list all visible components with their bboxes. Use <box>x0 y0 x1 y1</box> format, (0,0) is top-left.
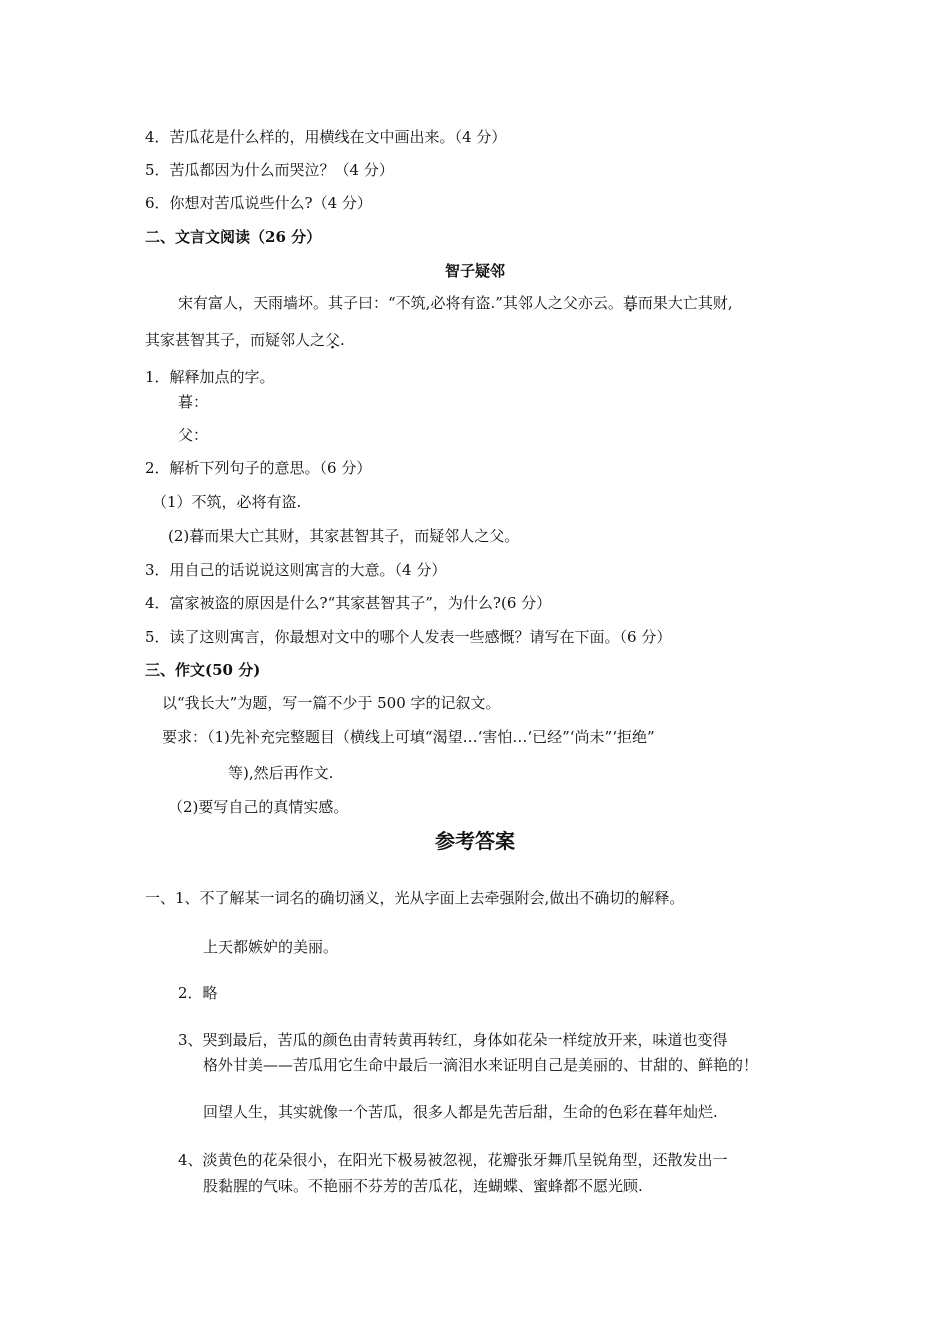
answer-3-line-3: 回望人生，其实就像一个苦瓜，很多人都是先苦后甜，生命的色彩在暮年灿烂. <box>203 1103 718 1121</box>
essay-requirement-1: 要求：（1)先补充完整题目（横线上可填“渴望…‘害怕…‘已经”‘尚未”‘拒绝” <box>162 728 655 746</box>
question-3: 3．用自己的话说说这则寓言的大意。（4 分） <box>145 561 447 579</box>
passage-line-1: 宋有富人，天雨墙坏。其子曰：“不筑,必将有盗.”其邻人之父亦云。暮而果大亡其财, <box>178 294 733 312</box>
question-5-classical: 5．读了这则寓言，你最想对文中的哪个人发表一些感慨？请写在下面。（6 分） <box>145 628 672 646</box>
essay-prompt: 以“我长大”为题，写一篇不少于 500 字的记叙文。 <box>162 694 501 712</box>
question-2-item-2: (2)暮而果大亡其财，其家甚智其子，而疑邻人之父。 <box>168 527 520 545</box>
answer-2: 2．略 <box>178 984 218 1002</box>
section-heading-classical: 二、文言文阅读（26 分） <box>145 228 322 246</box>
dotted-char-mu: 暮 <box>622 294 638 312</box>
question-4-classical: 4．富家被盗的原因是什么?“其家甚智其子”，为什么?(6 分） <box>145 594 552 612</box>
essay-requirement-1-cont: 等),然后再作文. <box>228 764 334 782</box>
question-5: 5．苦瓜都因为什么而哭泣？（4 分） <box>145 161 394 179</box>
question-6: 6．你想对苦瓜说些什么?（4 分） <box>145 194 372 212</box>
answer-blank-fu: 父： <box>178 426 209 444</box>
dotted-char-fu: 父 <box>325 331 341 349</box>
passage-title: 智子疑邻 <box>444 262 505 280</box>
answer-1-b: 上天都嫉妒的美丽。 <box>203 938 339 956</box>
question-4: 4．苦瓜花是什么样的，用横线在文中画出来。（4 分） <box>145 128 507 146</box>
answer-1: 一、1、不了解某一词名的确切涵义，光从字面上去牵强附会,做出不确切的解释。 <box>145 889 685 907</box>
answer-3-line-2: 格外甘美——苦瓜用它生命中最后一滴泪水来证明自己是美丽的、甘甜的、鲜艳的！ <box>203 1056 759 1074</box>
question-1: 1．解释加点的字。 <box>145 368 275 386</box>
question-2: 2．解析下列句子的意思。（6 分） <box>145 459 372 477</box>
passage-line-2: 其家甚智其子，而疑邻人之父. <box>145 331 345 349</box>
answer-3-line-1: 3、哭到最后，苦瓜的颜色由青转黄再转红，身体如花朵一样绽放开来，味道也变得 <box>178 1031 728 1049</box>
answer-4-line-2: 股黏腥的气味。不艳丽不芬芳的苦瓜花，连蝴蝶、蜜蜂都不愿光顾. <box>203 1177 643 1195</box>
answer-4-line-1: 4、淡黄色的花朵很小，在阳光下极易被忽视，花瓣张牙舞爪呈锐角型，还散发出一 <box>178 1151 728 1169</box>
answers-title: 参考答案 <box>435 829 515 853</box>
section-heading-essay: 三、作文(50 分) <box>145 661 261 679</box>
answer-blank-mu: 暮： <box>178 393 209 411</box>
essay-requirement-2: （2)要写自己的真情实感。 <box>168 798 349 816</box>
question-2-item-1: （1）不筑，必将有盗. <box>152 493 302 511</box>
